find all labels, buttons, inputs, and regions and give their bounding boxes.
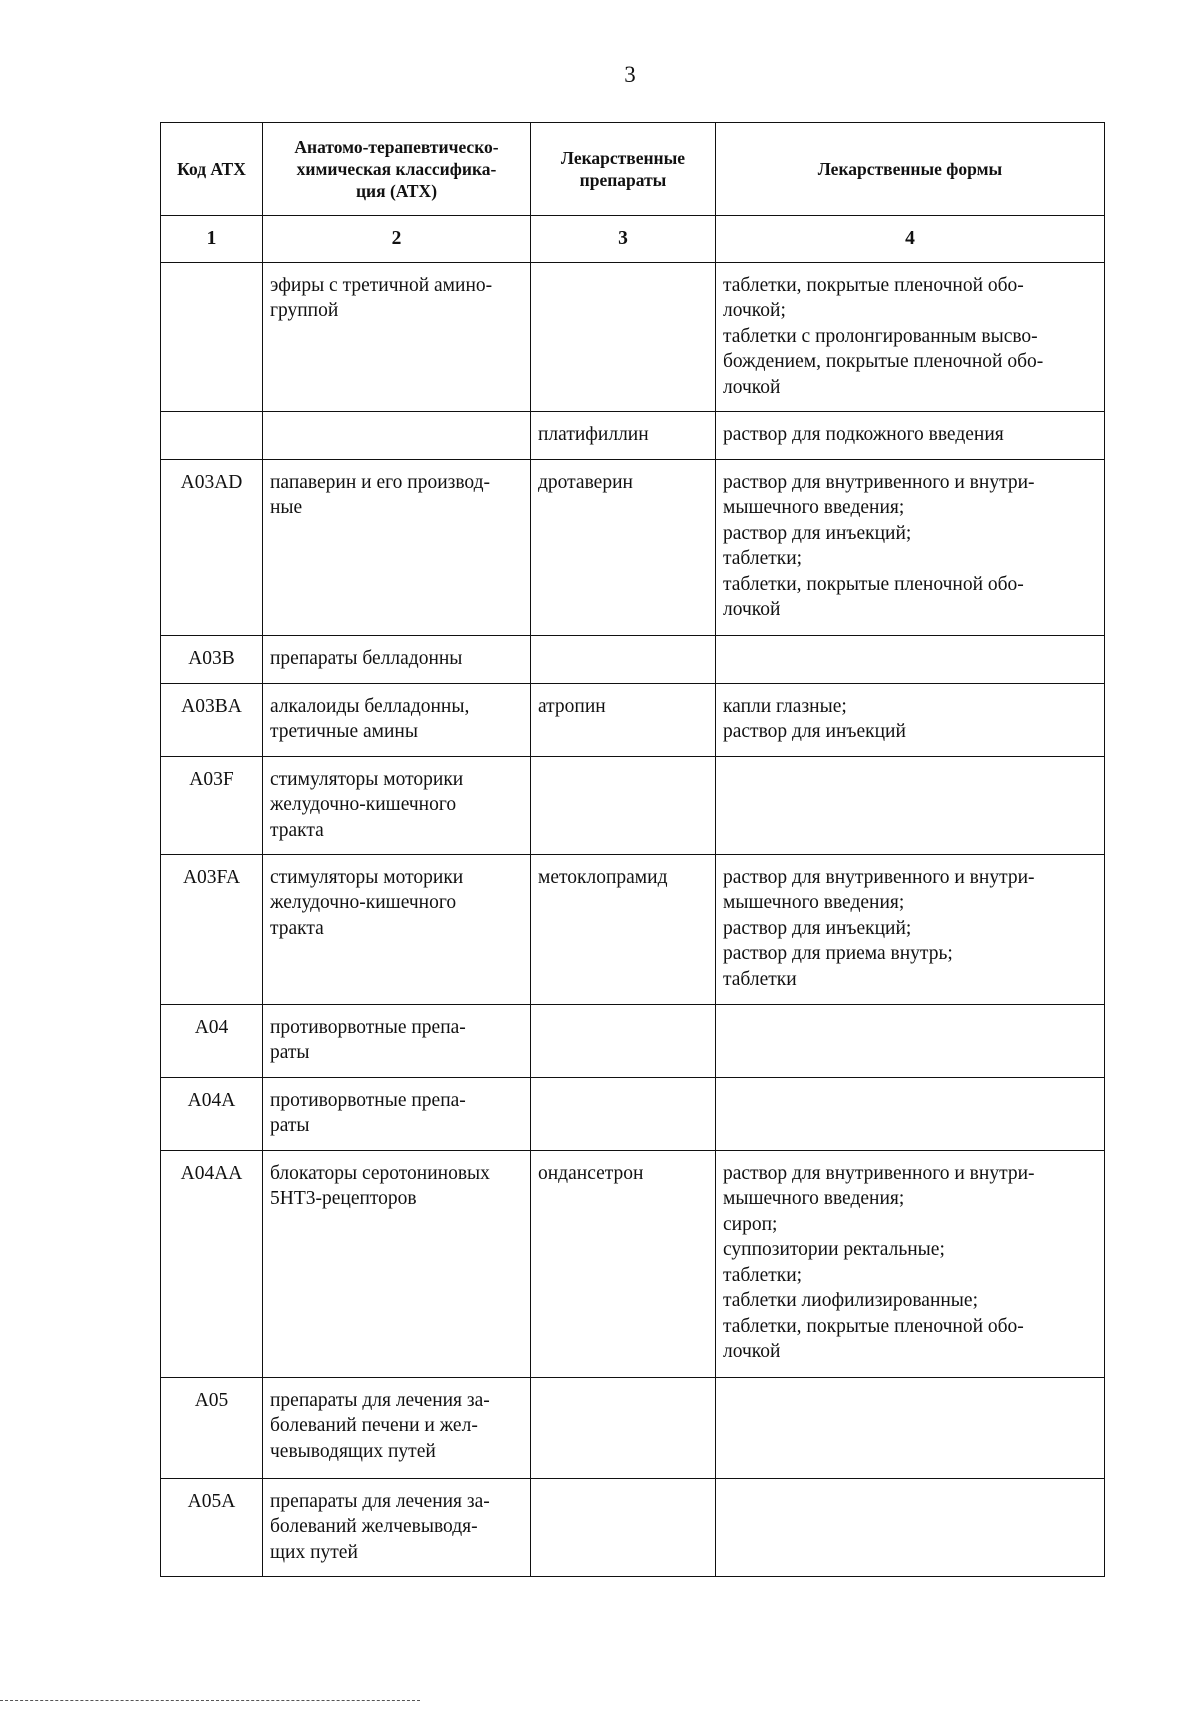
table-row (161, 411, 1105, 459)
table-row (161, 1478, 1105, 1576)
table-row (161, 683, 1105, 756)
cell-drug (531, 683, 716, 756)
text-line: чевыводящих путей (270, 1440, 436, 1462)
text-line: лочкой (723, 1341, 781, 1362)
text-line: блокаторы серотониновых (270, 1162, 490, 1184)
header-code-atx: Код АТХ (161, 123, 263, 216)
cell-atx-code (161, 262, 263, 411)
cell-atx-classification (263, 854, 531, 1004)
text-line: дротаверин (538, 471, 633, 493)
text-line: препараты для лечения за- (270, 1389, 490, 1411)
table-row (161, 1150, 1105, 1377)
text-line: раты (270, 1115, 310, 1136)
cell-dosage-forms (716, 854, 1105, 1004)
column-number-row (161, 216, 1105, 263)
text-line: раствор для инъекций; (723, 522, 912, 544)
cell-drug (531, 459, 716, 635)
text-line: лочкой; (723, 300, 786, 321)
text-line: таблетки; (723, 1264, 803, 1286)
header-line: ция (АТХ) (355, 181, 438, 201)
cell-atx-code: A03FA (161, 854, 263, 1004)
text-line: щих путей (270, 1541, 358, 1563)
column-number: 2 (263, 216, 531, 263)
cell-dosage-forms (716, 1077, 1105, 1150)
header-line: химическая классифика- (296, 159, 497, 179)
cell-dosage-forms (716, 1004, 1105, 1077)
cell-drug (531, 1077, 716, 1150)
cell-dosage-forms (716, 1150, 1105, 1377)
text-line: препараты белладонны (270, 647, 463, 669)
cell-atx-classification (263, 459, 531, 635)
table-header-row (161, 123, 1105, 216)
header-atx-classification (263, 123, 531, 216)
text-line: мышечного введения; (723, 892, 905, 913)
cell-atx-classification (263, 262, 531, 411)
text-line: таблетки, покрытые пленочной обо- (723, 573, 1024, 595)
text-line: раствор для внутривенного и внутри- (723, 866, 1035, 888)
header-drugs (531, 123, 716, 216)
cell-atx-classification (263, 635, 531, 683)
text-line: болеваний желчевыводя- (270, 1516, 478, 1537)
cell-dosage-forms (716, 683, 1105, 756)
cell-atx-classification (263, 756, 531, 854)
table-row (161, 459, 1105, 635)
text-line: противорвотные препа- (270, 1089, 466, 1111)
cell-drug (531, 1377, 716, 1478)
cell-atx-classification (263, 1150, 531, 1377)
text-line: атропин (538, 695, 606, 717)
cell-dosage-forms (716, 635, 1105, 683)
cell-atx-code: A04AA (161, 1150, 263, 1377)
text-line: раствор для инъекций; (723, 917, 912, 939)
cell-atx-code: A03B (161, 635, 263, 683)
text-line: стимуляторы моторики (270, 866, 464, 888)
cell-atx-code: A04A (161, 1077, 263, 1150)
cell-atx-classification (263, 1004, 531, 1077)
text-line: таблетки, покрытые пленочной обо- (723, 1315, 1024, 1337)
cell-dosage-forms (716, 459, 1105, 635)
cell-drug (531, 854, 716, 1004)
cell-drug (531, 1150, 716, 1377)
cell-drug (531, 1478, 716, 1576)
text-line: платифиллин (538, 423, 649, 445)
footer-rule (0, 1700, 420, 1701)
cell-drug (531, 1004, 716, 1077)
column-number: 4 (716, 216, 1105, 263)
text-line: таблетки (723, 968, 797, 990)
cell-atx-code (161, 411, 263, 459)
cell-atx-classification (263, 683, 531, 756)
table-body (161, 262, 1105, 1576)
cell-dosage-forms (716, 1478, 1105, 1576)
text-line: препараты для лечения за- (270, 1490, 490, 1512)
cell-drug (531, 262, 716, 411)
cell-atx-classification (263, 1478, 531, 1576)
text-line: тракта (270, 917, 324, 939)
header-line: Анатомо-терапевтическо- (294, 137, 499, 157)
text-line: болеваний печени и жел- (270, 1415, 478, 1436)
cell-atx-code: A05 (161, 1377, 263, 1478)
text-line: группой (270, 300, 339, 321)
table-row (161, 854, 1105, 1004)
cell-atx-code: A03F (161, 756, 263, 854)
cell-atx-code: A05A (161, 1478, 263, 1576)
table-row (161, 1004, 1105, 1077)
cell-atx-code: A03AD (161, 459, 263, 635)
text-line: таблетки, покрытые пленочной обо- (723, 274, 1024, 296)
cell-drug (531, 635, 716, 683)
text-line: желудочно-кишечного (270, 794, 457, 815)
text-line: алкалоиды белладонны, (270, 695, 470, 717)
cell-drug (531, 756, 716, 854)
table-row (161, 262, 1105, 411)
text-line: сироп; (723, 1213, 778, 1235)
text-line: таблетки с пролонгированным высво- (723, 325, 1038, 347)
cell-atx-classification (263, 1077, 531, 1150)
cell-dosage-forms (716, 1377, 1105, 1478)
text-line: мышечного введения; (723, 497, 905, 518)
text-line: раствор для внутривенного и внутри- (723, 471, 1035, 493)
text-line: лочкой (723, 599, 781, 620)
column-number: 3 (531, 216, 716, 263)
text-line: третичные амины (270, 721, 418, 742)
cell-dosage-forms (716, 411, 1105, 459)
table-row (161, 756, 1105, 854)
text-line: противорвотные препа- (270, 1016, 466, 1038)
text-line: папаверин и его производ- (270, 471, 491, 493)
atx-classification-table (160, 122, 1105, 1577)
header-line: Лекарственные (560, 148, 686, 168)
table-row (161, 1377, 1105, 1478)
text-line: метоклопрамид (538, 866, 668, 888)
cell-atx-code: A03BA (161, 683, 263, 756)
text-line: эфиры с третичной амино- (270, 274, 493, 296)
page-number: 3 (624, 62, 636, 87)
cell-atx-classification (263, 1377, 531, 1478)
text-line: ные (270, 497, 303, 518)
cell-atx-classification (263, 411, 531, 459)
table-row (161, 635, 1105, 683)
text-line: таблетки; (723, 548, 803, 569)
text-line: раты (270, 1042, 310, 1063)
text-line: лочкой (723, 376, 781, 398)
cell-dosage-forms (716, 756, 1105, 854)
text-line: желудочно-кишечного (270, 892, 457, 913)
text-line: раствор для внутривенного и внутри- (723, 1162, 1035, 1184)
text-line: раствор для приема внутрь; (723, 943, 953, 964)
text-line: таблетки лиофилизированные; (723, 1290, 978, 1311)
text-line: раствор для инъекций (723, 721, 906, 742)
text-line: мышечного введения; (723, 1188, 905, 1209)
text-line: ондансетрон (538, 1162, 644, 1184)
header-line: препараты (579, 170, 667, 190)
header-dosage-forms: Лекарственные формы (716, 123, 1105, 216)
text-line: 5HT3-рецепторов (270, 1188, 417, 1209)
text-line: стимуляторы моторики (270, 768, 464, 790)
text-line: бождением, покрытые пленочной обо- (723, 351, 1044, 372)
text-line: капли глазные; (723, 695, 847, 717)
column-number: 1 (161, 216, 263, 263)
cell-dosage-forms (716, 262, 1105, 411)
cell-drug (531, 411, 716, 459)
text-line: тракта (270, 819, 324, 841)
text-line: раствор для подкожного введения (723, 423, 1004, 445)
text-line: суппозитории ректальные; (723, 1239, 945, 1260)
cell-atx-code: A04 (161, 1004, 263, 1077)
table-row (161, 1077, 1105, 1150)
